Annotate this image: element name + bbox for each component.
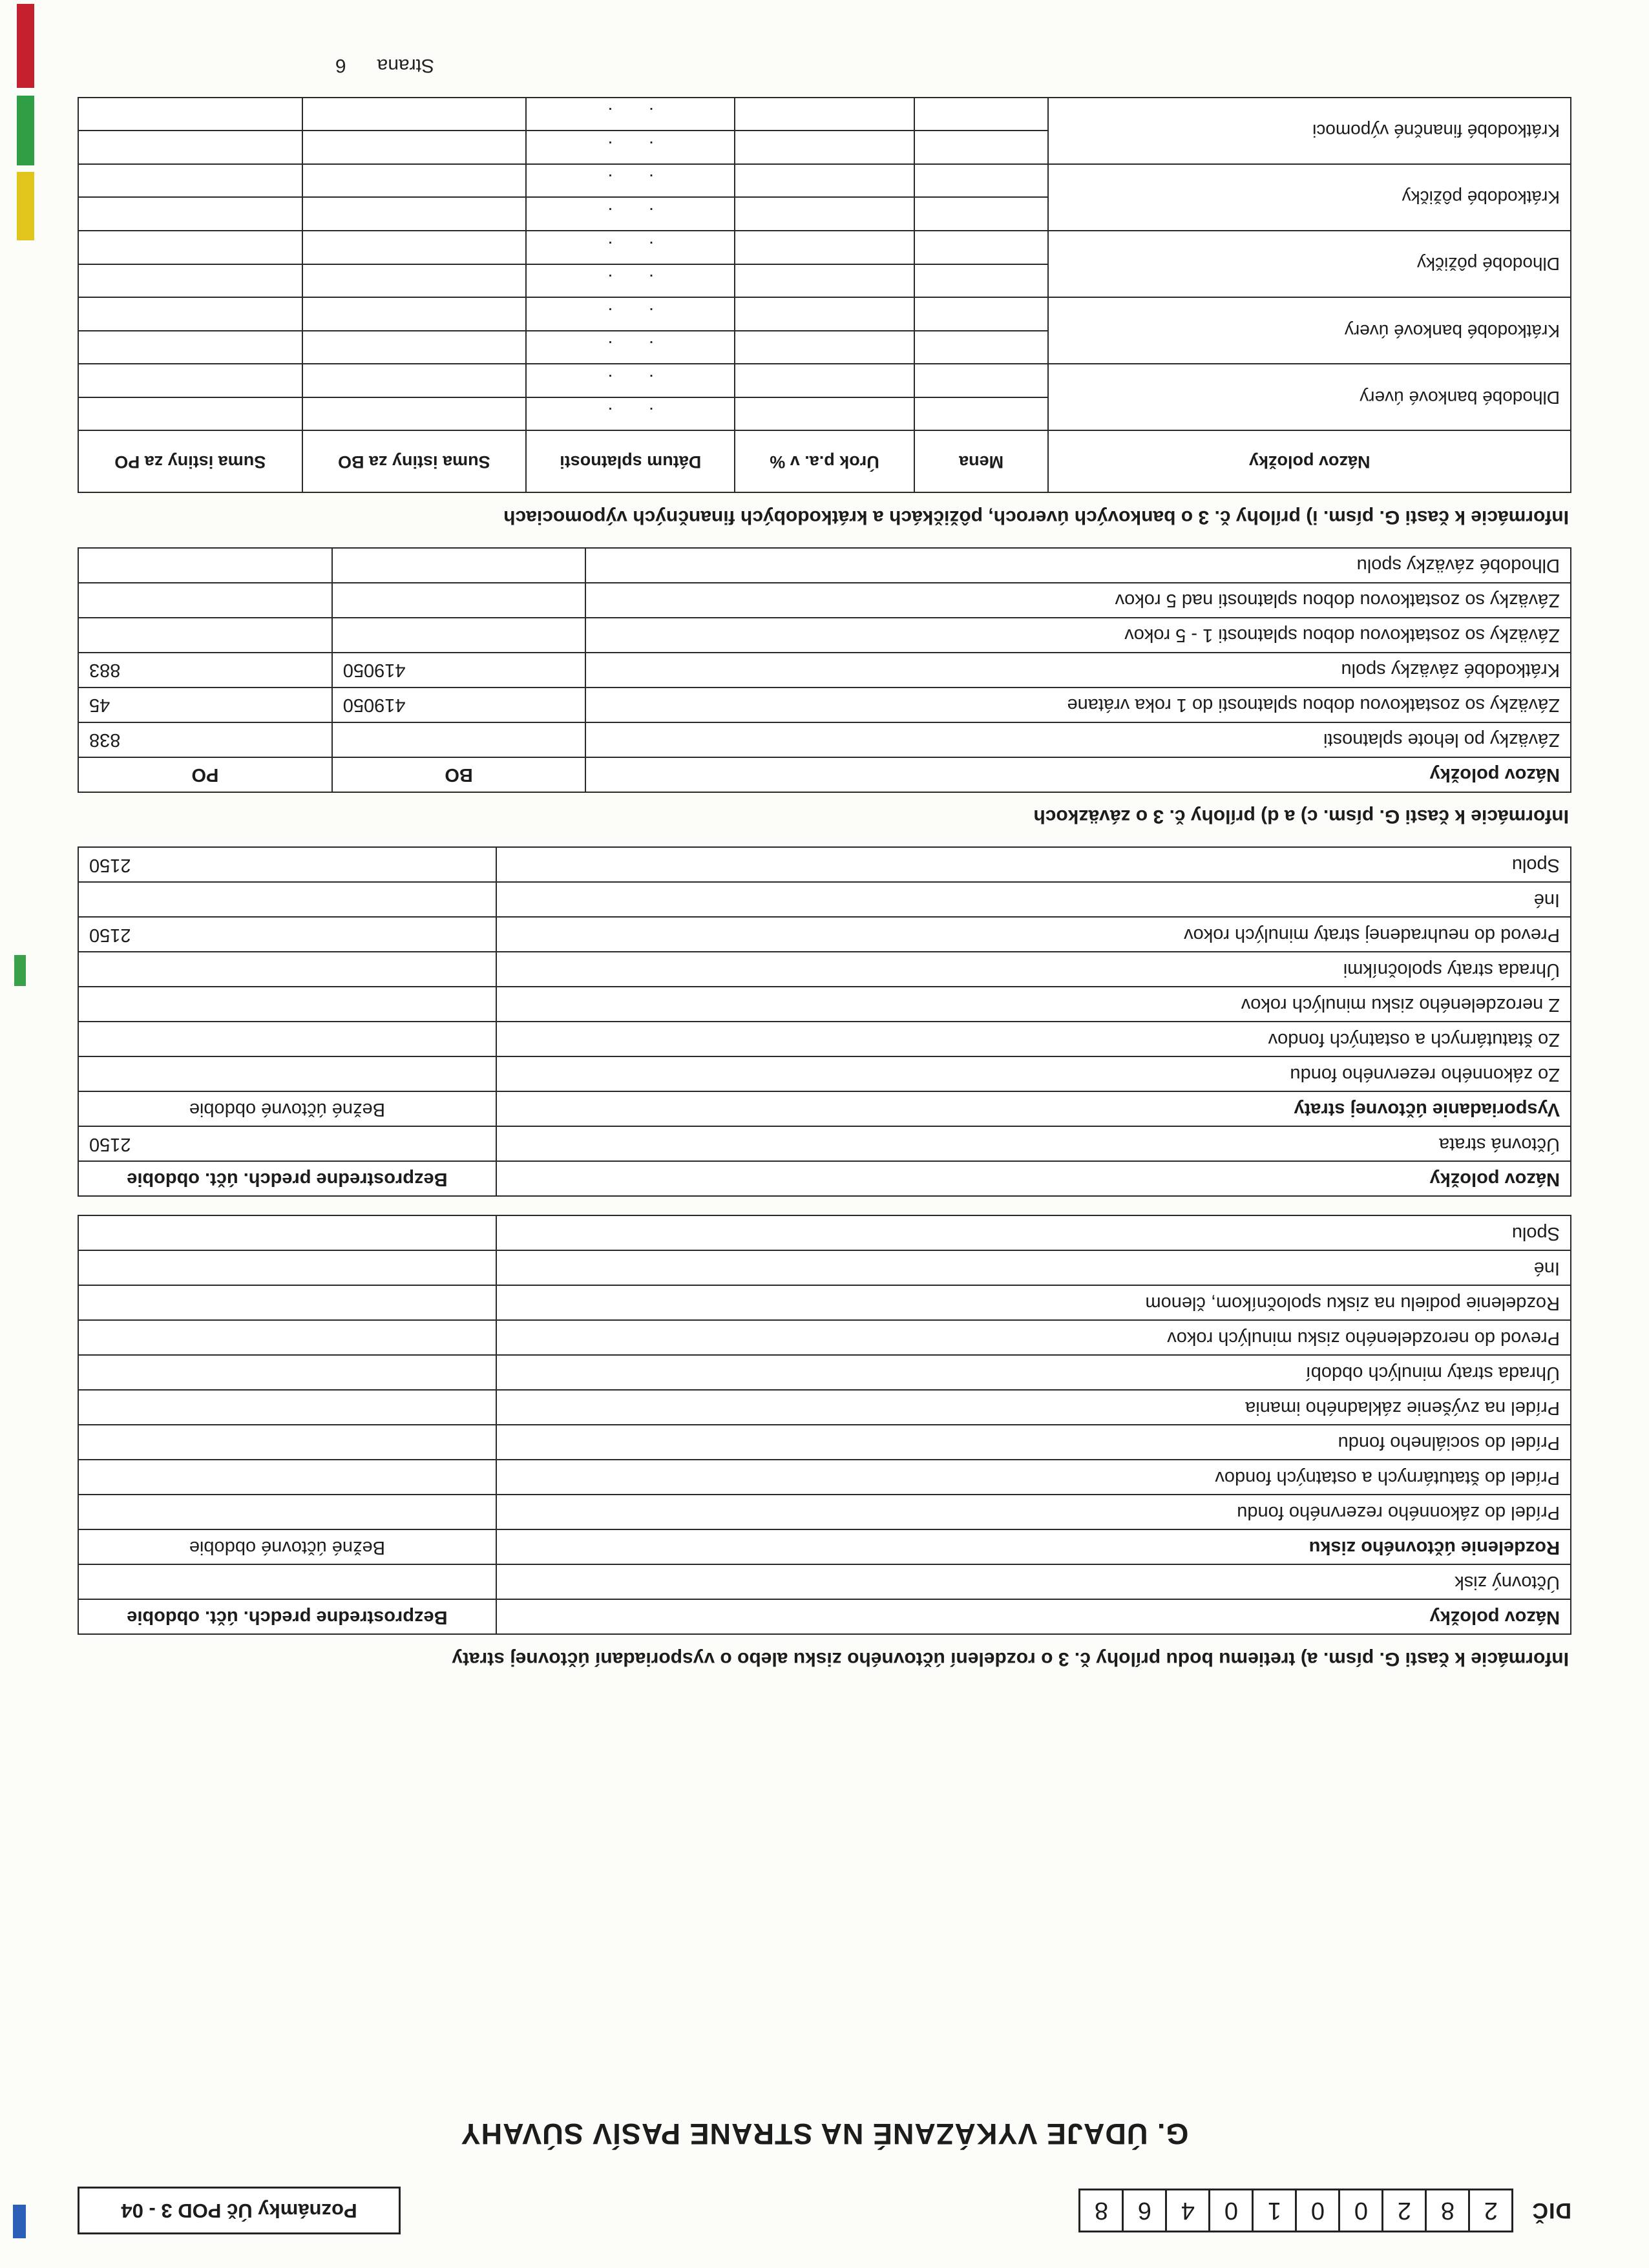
po-value bbox=[78, 548, 332, 583]
row-label: Krátkodobé finančné výpomoci bbox=[1049, 98, 1571, 164]
form-code: Poznámky Úč POD 3 - 04 bbox=[121, 2200, 357, 2222]
table-row bbox=[78, 264, 1571, 298]
interest-cell bbox=[735, 331, 914, 364]
table-row bbox=[78, 1495, 1571, 1530]
interest-cell bbox=[735, 231, 914, 264]
row-label: Iné bbox=[496, 1251, 1571, 1286]
row-value bbox=[78, 1391, 496, 1425]
dic-digit: 8 bbox=[1078, 2189, 1124, 2232]
page-content bbox=[0, 97, 1649, 2268]
principal-bo-cell bbox=[302, 197, 527, 231]
po-value: 45 bbox=[78, 688, 332, 722]
row-value: 2150 bbox=[78, 848, 496, 883]
table-header-row bbox=[78, 757, 1571, 792]
scan-color-strip-red bbox=[17, 4, 34, 88]
row-value bbox=[78, 1321, 496, 1356]
scan-mark-blue bbox=[13, 2205, 26, 2238]
interest-cell bbox=[735, 264, 914, 298]
footer-label: Strana bbox=[377, 55, 434, 76]
row-value bbox=[78, 952, 496, 987]
row-label: Úhrada straty minulých období bbox=[496, 1356, 1571, 1391]
currency-cell bbox=[914, 131, 1049, 164]
principal-bo-cell bbox=[302, 297, 527, 331]
currency-cell bbox=[914, 331, 1049, 364]
principal-po-cell bbox=[78, 364, 302, 397]
table-row bbox=[78, 1530, 1571, 1565]
dic-digit: 2 bbox=[1468, 2189, 1513, 2232]
principal-bo-cell bbox=[302, 164, 527, 198]
row-label: Zo štatutárnych a ostatných fondov bbox=[496, 1022, 1571, 1057]
due-date-cell: . . bbox=[526, 98, 735, 131]
column-header-prev-period: Bezprostredne predch. účt. obdobie bbox=[78, 1162, 496, 1197]
dic-digit: 8 bbox=[1425, 2189, 1470, 2232]
row-label: Spolu bbox=[496, 848, 1571, 883]
interest-cell bbox=[735, 197, 914, 231]
due-date-cell: . . bbox=[526, 331, 735, 364]
bank-loans-table bbox=[78, 97, 1571, 494]
row-value bbox=[78, 1495, 496, 1530]
row-value bbox=[78, 883, 496, 918]
section-title: G. ÚDAJE VYKÁZANÉ NA STRANE PASÍV SÚVAHY bbox=[460, 2117, 1189, 2150]
form-code-box bbox=[78, 2187, 401, 2234]
due-date-cell: . . bbox=[526, 364, 735, 397]
currency-cell bbox=[914, 231, 1049, 264]
table-row bbox=[78, 197, 1571, 231]
currency-cell bbox=[914, 164, 1049, 198]
po-value bbox=[78, 583, 332, 618]
table-header-row bbox=[78, 1600, 1571, 1635]
bo-value bbox=[332, 548, 586, 583]
caption-profit: Informácie k časti G. písm. a) tretiemu bodu prílohy č. 3 o rozdelení účtovného zisku alebo o vysporiadaní účtovnej straty bbox=[452, 1648, 1569, 1670]
interest-cell bbox=[735, 164, 914, 198]
table-row bbox=[78, 548, 1571, 583]
due-date-cell: . . bbox=[526, 164, 735, 198]
row-label: Úhrada straty spoločníkmi bbox=[496, 952, 1571, 987]
table-row bbox=[78, 583, 1571, 618]
dic-digit: 0 bbox=[1208, 2189, 1254, 2232]
row-label: Prídel do zákonného rezervného fondu bbox=[496, 1495, 1571, 1530]
principal-bo-cell bbox=[302, 98, 527, 131]
dic-group bbox=[1078, 2189, 1571, 2232]
principal-bo-cell bbox=[302, 364, 527, 397]
caption-liabilities: Informácie k časti G. písm. c) a d) prílohy č. 3 o záväzkoch bbox=[1033, 806, 1569, 828]
po-value bbox=[78, 618, 332, 653]
row-value bbox=[78, 1057, 496, 1092]
principal-po-cell bbox=[78, 197, 302, 231]
po-value: 838 bbox=[78, 722, 332, 757]
currency-cell bbox=[914, 297, 1049, 331]
due-date-cell: . . bbox=[526, 264, 735, 298]
table-row bbox=[78, 1321, 1571, 1356]
table-row bbox=[78, 1425, 1571, 1460]
table-row bbox=[78, 618, 1571, 653]
column-header-prev-period: Bezprostredne predch. účt. obdobie bbox=[78, 1600, 496, 1635]
column-header-principal-bo: Suma istiny za BO bbox=[302, 431, 527, 493]
table-row bbox=[78, 131, 1571, 164]
principal-po-cell bbox=[78, 297, 302, 331]
scan-color-strip-green bbox=[17, 96, 34, 165]
table-header-row bbox=[78, 431, 1571, 493]
row-label: Záväzky so zostatkovou dobou splatnosti do 1 roka vrátane bbox=[585, 688, 1571, 722]
scan-mark-green bbox=[14, 955, 26, 986]
column-header-principal-po: Suma istiny za PO bbox=[78, 431, 302, 493]
interest-cell bbox=[735, 397, 914, 431]
table-row bbox=[78, 722, 1571, 757]
table-row bbox=[78, 848, 1571, 883]
interest-cell bbox=[735, 364, 914, 397]
column-header-po: PO bbox=[78, 757, 332, 792]
principal-bo-cell bbox=[302, 131, 527, 164]
principal-bo-cell bbox=[302, 264, 527, 298]
row-label: Krátkodobé bankové úvery bbox=[1049, 297, 1571, 364]
principal-po-cell bbox=[78, 131, 302, 164]
page-footer bbox=[335, 54, 434, 76]
page-header bbox=[78, 2181, 1571, 2240]
bo-value: 419050 bbox=[332, 653, 586, 688]
dic-digit: 0 bbox=[1338, 2189, 1383, 2232]
interest-cell bbox=[735, 98, 914, 131]
row-value bbox=[78, 1216, 496, 1251]
table-row bbox=[78, 331, 1571, 364]
blank-area bbox=[78, 1671, 1571, 2117]
row-value bbox=[78, 1286, 496, 1321]
due-date-cell: . . bbox=[526, 131, 735, 164]
dic-digit-boxes bbox=[1078, 2189, 1513, 2232]
column-header-name: Názov položky bbox=[585, 757, 1571, 792]
column-header-name: Názov položky bbox=[496, 1162, 1571, 1197]
currency-cell bbox=[914, 197, 1049, 231]
dic-digit: 2 bbox=[1381, 2189, 1427, 2232]
due-date-cell: . . bbox=[526, 231, 735, 264]
currency-cell bbox=[914, 364, 1049, 397]
due-date-cell: . . bbox=[526, 297, 735, 331]
bo-value bbox=[332, 722, 586, 757]
row-label: Krátkodobé pôžičky bbox=[1049, 164, 1571, 231]
column-header-name: Názov položky bbox=[496, 1600, 1571, 1635]
scan-color-strip-yellow bbox=[17, 172, 34, 240]
row-label: Spolu bbox=[496, 1216, 1571, 1251]
caption-loans: Informácie k časti G. písm. i) prílohy č. 3 o bankových úveroch, pôžičkách a krátkodobých finančných výpomociach bbox=[503, 507, 1569, 528]
due-date-cell: . . bbox=[526, 197, 735, 231]
column-header-currency: Mena bbox=[914, 431, 1049, 493]
row-label: Z nerozdeleného zisku minulých rokov bbox=[496, 987, 1571, 1022]
row-label: Rozdelenie podielu na zisku spoločníkom, členom bbox=[496, 1286, 1571, 1321]
row-label: Zo zákonného rezervného fondu bbox=[496, 1057, 1571, 1092]
row-value: 2150 bbox=[78, 918, 496, 952]
row-label: Dlhodobé pôžičky bbox=[1049, 231, 1571, 297]
column-header-due-date: Dátum splatnosti bbox=[526, 431, 735, 493]
principal-bo-cell bbox=[302, 331, 527, 364]
table-row bbox=[78, 1565, 1571, 1600]
table-row bbox=[78, 397, 1571, 431]
row-value: 2150 bbox=[78, 1127, 496, 1162]
table-row bbox=[78, 918, 1571, 952]
row-label: Rozdelenie účtovného zisku bbox=[496, 1530, 1571, 1565]
row-value bbox=[78, 1565, 496, 1600]
row-label: Záväzky so zostatkovou dobou splatnosti 1 - 5 rokov bbox=[585, 618, 1571, 653]
po-value: 883 bbox=[78, 653, 332, 688]
table-header-row bbox=[78, 1162, 1571, 1197]
principal-po-cell bbox=[78, 264, 302, 298]
bo-value bbox=[332, 583, 586, 618]
row-value bbox=[78, 987, 496, 1022]
table-row bbox=[78, 653, 1571, 688]
row-label: Iné bbox=[496, 883, 1571, 918]
period-label: Bežné účtovné obdobie bbox=[78, 1092, 496, 1127]
table-row bbox=[78, 688, 1571, 722]
row-label: Záväzky po lehote splatnosti bbox=[585, 722, 1571, 757]
table-row bbox=[78, 1391, 1571, 1425]
principal-po-cell bbox=[78, 331, 302, 364]
dic-label: DIČ bbox=[1531, 2198, 1571, 2223]
table-row bbox=[78, 1127, 1571, 1162]
row-value bbox=[78, 1425, 496, 1460]
table-row bbox=[78, 1057, 1571, 1092]
principal-po-cell bbox=[78, 397, 302, 431]
dic-digit: 6 bbox=[1122, 2189, 1167, 2232]
currency-cell bbox=[914, 397, 1049, 431]
table-row bbox=[78, 1092, 1571, 1127]
principal-bo-cell bbox=[302, 231, 527, 264]
footer-page-number: 6 bbox=[335, 55, 346, 76]
period-label: Bežné účtovné obdobie bbox=[78, 1530, 496, 1565]
principal-bo-cell bbox=[302, 397, 527, 431]
due-date-cell: . . bbox=[526, 397, 735, 431]
table-row bbox=[78, 987, 1571, 1022]
table-row bbox=[78, 1216, 1571, 1251]
currency-cell bbox=[914, 98, 1049, 131]
row-value bbox=[78, 1022, 496, 1057]
row-label: Prídel na zvýšenie základného imania bbox=[496, 1391, 1571, 1425]
row-value bbox=[78, 1356, 496, 1391]
row-label: Dlhodobé bankové úvery bbox=[1049, 364, 1571, 430]
row-label: Účtovný zisk bbox=[496, 1565, 1571, 1600]
table-row bbox=[78, 1022, 1571, 1057]
loss-settlement-table bbox=[78, 847, 1571, 1197]
principal-po-cell bbox=[78, 231, 302, 264]
row-label: Vysporiadanie účtovnej straty bbox=[496, 1092, 1571, 1127]
bo-value: 419050 bbox=[332, 688, 586, 722]
profit-distribution-table bbox=[78, 1215, 1571, 1635]
row-label: Účtovná strata bbox=[496, 1127, 1571, 1162]
table-row bbox=[78, 952, 1571, 987]
principal-po-cell bbox=[78, 98, 302, 131]
table-row bbox=[78, 1356, 1571, 1391]
row-label: Prevod do nerozdeleného zisku minulých rokov bbox=[496, 1321, 1571, 1356]
table-row bbox=[78, 1460, 1571, 1495]
row-label: Prídel do sociálneho fondu bbox=[496, 1425, 1571, 1460]
table-row bbox=[78, 883, 1571, 918]
interest-cell bbox=[735, 131, 914, 164]
liabilities-table bbox=[78, 547, 1571, 793]
row-label: Dlhodobé záväzky spolu bbox=[585, 548, 1571, 583]
row-label: Záväzky so zostatkovou dobou splatnosti nad 5 rokov bbox=[585, 583, 1571, 618]
bo-value bbox=[332, 618, 586, 653]
currency-cell bbox=[914, 264, 1049, 298]
principal-po-cell bbox=[78, 164, 302, 198]
row-label: Prídel do štatutárnych a ostatných fondov bbox=[496, 1460, 1571, 1495]
column-header-interest: Úrok p.a. v % bbox=[735, 431, 914, 493]
table-row bbox=[78, 1286, 1571, 1321]
row-value bbox=[78, 1251, 496, 1286]
row-label: Krátkodobé záväzky spolu bbox=[585, 653, 1571, 688]
column-header-bo: BO bbox=[332, 757, 586, 792]
dic-digit: 1 bbox=[1252, 2189, 1297, 2232]
dic-digit: 0 bbox=[1295, 2189, 1340, 2232]
dic-digit: 4 bbox=[1165, 2189, 1210, 2232]
row-label: Prevod do neuhradenej straty minulých rokov bbox=[496, 918, 1571, 952]
interest-cell bbox=[735, 297, 914, 331]
column-header-name: Názov položky bbox=[1049, 431, 1571, 493]
table-row bbox=[78, 1251, 1571, 1286]
row-value bbox=[78, 1460, 496, 1495]
